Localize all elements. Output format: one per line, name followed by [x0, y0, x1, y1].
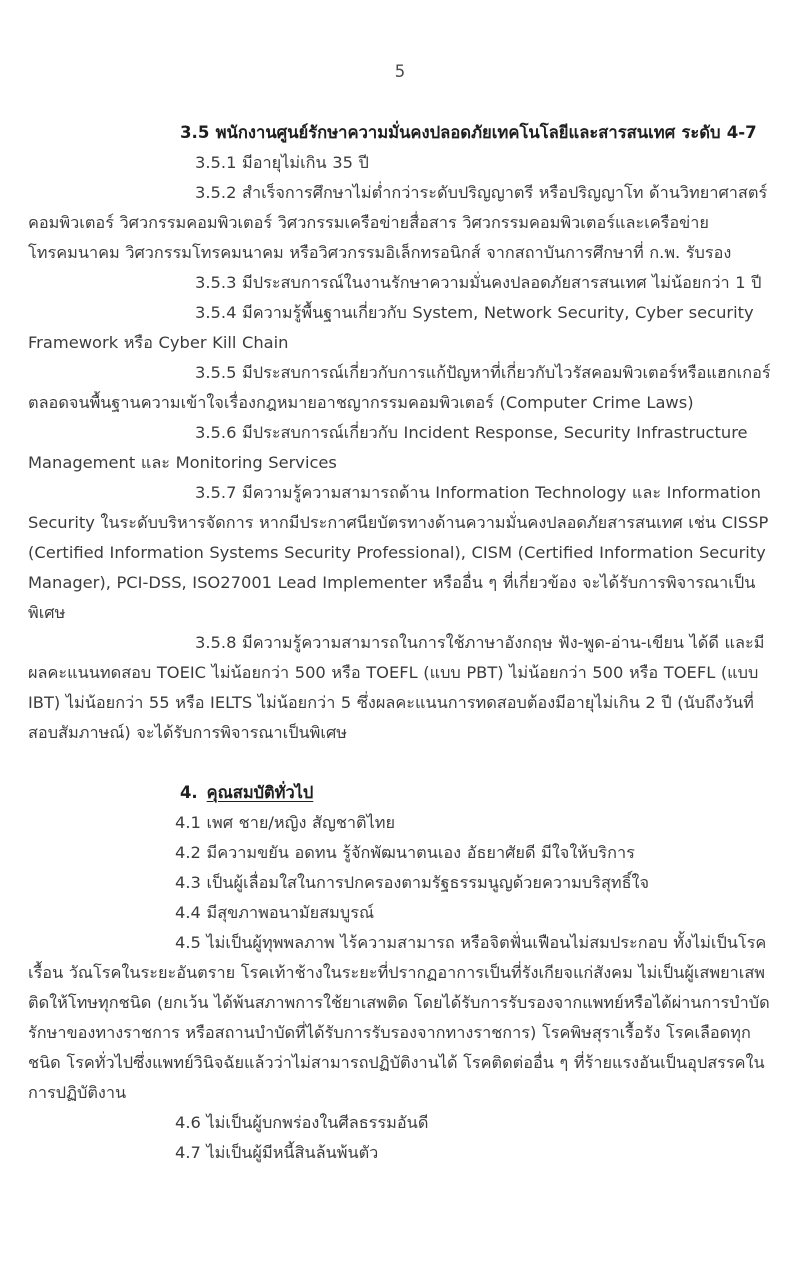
section-4-heading: [28, 748, 772, 808]
item-3-5-6: 3.5.6 มีประสบการณ์เกี่ยวกับ Incident Response, Security Infrastructure Management และ Monitoring Services: [28, 423, 748, 472]
document-body: [28, 118, 772, 1168]
item-3-5-5: 3.5.5 มีประสบการณ์เกี่ยวกับการแก้ปัญหาที่เกี่ยวกับไวรัสคอมพิวเตอร์หรือแฮกเกอร์ ตลอดจนพื้นฐานความเข้าใจเรื่องกฎหมายอาชญากรรมคอมพิวเตอร์ (Computer Crime Laws): [28, 363, 771, 412]
item-3-5-2: 3.5.2 สำเร็จการศึกษาไม่ต่ำกว่าระดับปริญญาตรี หรือปริญญาโท ด้านวิทยาศาสตร์คอมพิวเตอร์ วิศวกรรมคอมพิวเตอร์ วิศวกรรมเครือข่ายสื่อสาร วิศวกรรมคอมพิวเตอร์และเครือข่ายโทรคมนาคม วิศวกรรมโทรคมนาคม หรือวิศวกรรมอิเล็กทรอนิกส์ จากสถาบันการศึกษาที่ ก.พ. รับรอง: [28, 183, 768, 262]
page-number: 5: [394, 62, 406, 81]
item-4-4: 4.4 มีสุขภาพอนามัยสมบูรณ์: [175, 903, 375, 922]
item-4-6: 4.6 ไม่เป็นผู้บกพร่องในศีลธรรมอันดี: [175, 1113, 429, 1132]
item-3-5-1: 3.5.1 มีอายุไม่เกิน 35 ปี: [195, 153, 369, 172]
item-4-1: 4.1 เพศ ชาย/หญิง สัญชาติไทย: [175, 813, 396, 832]
section-4-title: คุณสมบัติทั่วไป: [206, 783, 314, 802]
item-3-5-7: 3.5.7 มีความรู้ความสามารถด้าน Information Technology และ Information Security ในระดับบริหารจัดการ หากมีประกาศนียบัตรทางด้านความมั่นคงปลอดภัยสารสนเทศ เช่น CISSP (Certified Information Systems Security Professional), CISM (Certified Information Security Manager), PCI-DSS, ISO27001 Lead Implementer หรืออื่น ๆ ที่เกี่ยวข้อง จะได้รับการพิจารณาเป็นพิเศษ: [28, 483, 769, 622]
item-4-3: 4.3 เป็นผู้เลื่อมใสในการปกครองตามรัฐธรรมนูญด้วยความบริสุทธิ์ใจ: [175, 873, 650, 892]
item-3-5-3: 3.5.3 มีประสบการณ์ในงานรักษาความมั่นคงปลอดภัยสารสนเทศ ไม่น้อยกว่า 1 ปี: [195, 273, 762, 292]
item-4-5: 4.5 ไม่เป็นผู้ทุพพลภาพ ไร้ความสามารถ หรือจิตฟั่นเฟือนไม่สมประกอบ ทั้งไม่เป็นโรคเรื้อน วัณโรคในระยะอันตราย โรคเท้าช้างในระยะที่ปรากฏอาการเป็นที่รังเกียจแก่สังคม ไม่เป็นผู้เสพยาเสพติดให้โทษทุกชนิด (ยกเว้น ได้พ้นสภาพการใช้ยาเสพติด โดยได้รับการรับรองจากแพทย์หรือได้ผ่านการบำบัดรักษาของทางราชการ หรือสถานบำบัดที่ได้รับการรับรองจากทางราชการ) โรคพิษสุราเรื้อรัง โรคเลือดทุกชนิด โรคทั่วไปซึ่งแพทย์วินิจฉัยแล้วว่าไม่สามารถปฏิบัติงานได้ โรคติดต่ออื่น ๆ ที่ร้ายแรงอันเป็นอุปสรรคในการปฏิบัติงาน: [28, 933, 770, 1102]
section-3-5-heading: 3.5 พนักงานศูนย์รักษาความมั่นคงปลอดภัยเทคโนโลยีและสารสนเทศ ระดับ 4-7: [180, 123, 757, 142]
section-4-number: 4.: [180, 783, 198, 802]
item-4-7: 4.7 ไม่เป็นผู้มีหนี้สินล้นพ้นตัว: [175, 1143, 379, 1162]
item-3-5-4: 3.5.4 มีความรู้พื้นฐานเกี่ยวกับ System, Network Security, Cyber security Framework หรือ Cyber Kill Chain: [28, 303, 754, 352]
item-3-5-8: 3.5.8 มีความรู้ความสามารถในการใช้ภาษาอังกฤษ ฟัง-พูด-อ่าน-เขียน ได้ดี และมีผลคะแนนทดสอบ TOEIC ไม่น้อยกว่า 500 หรือ TOEFL (แบบ PBT) ไม่น้อยกว่า 500 หรือ TOEFL (แบบ IBT) ไม่น้อยกว่า 55 หรือ IELTS ไม่น้อยกว่า 5 ซึ่งผลคะแนนการทดสอบต้องมีอายุไม่เกิน 2 ปี (นับถึงวันที่สอบสัมภาษณ์) จะได้รับการพิจารณาเป็นพิเศษ: [28, 633, 765, 742]
item-4-2: 4.2 มีความขยัน อดทน รู้จักพัฒนาตนเอง อัธยาศัยดี มีใจให้บริการ: [175, 843, 635, 862]
